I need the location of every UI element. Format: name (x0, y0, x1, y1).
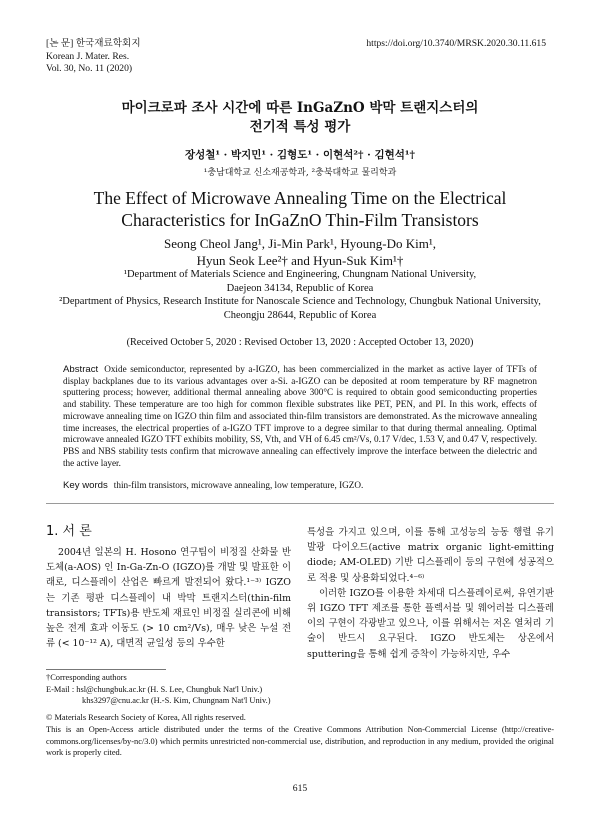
email-line-2 (46, 695, 270, 707)
affiliation-2-line1: ²Department of Physics, Research Institute for Nanoscale Science and Technology, Chungbuk National University, (59, 296, 541, 308)
footnote-divider (46, 669, 166, 670)
received-dates: (Received October 5, 2020 : Revised October 13, 2020 : Accepted October 13, 2020) (126, 337, 474, 348)
copyright-line: © Materials Research Society of Korea, All rights reserved. (46, 713, 246, 722)
affiliation-1-line2: Daejeon 34134, Republic of Korea (226, 282, 374, 294)
license-text: This is an Open-Access article distributed under the terms of the Creative Commons Attribution Non-Commercial License (http://creative-commons.org/licenses/by-nc/3.0) which permits unrestricted non-commercial use, distribution, and reproduction in any medium, provided the original work is properly cited. (46, 724, 554, 758)
english-authors-line2: Hyun Seok Lee²† and Hyun-Suk Kim¹† (196, 253, 404, 268)
abstract-text: Oxide semiconductor, represented by a-IGZO, has been commercialized in the market as active layer of TFTs of display backplanes due to its various advantages over a-Si. a-IGZO can be deposited at room temperature by RF magnetron sputtering process; however, additional thermal annealing above 300°C is required to obtain good semiconducting properties and stability. These temperature are too high for common flexible substrates like PET, PEN, and PI. In this work, effects of microwave annealing time on IGZO thin film and associated thin-film transistors are demonstrated. As the microwave annealing time increases, the electrical properties of a-IGZO TFT improve to a degree similar to that during thermal annealing. Optimal microwave annealed IGZO TFT exhibits mobility, SS, Vth, and VH of 6.45 cm²/Vs, 0.17 V/dec, 1.53 V, and 0.47 V, respectively. PBS and NBS stability tests confirm that microwave annealing can effectively improve the interface between the dielectric and the active layer. (63, 364, 537, 468)
journal-volume: Vol. 30, No. 11 (2020) (46, 63, 133, 74)
corresponding-footnote (46, 672, 270, 707)
affiliation-1-line1: ¹Department of Materials Science and Engineering, Chungnam National University, (123, 269, 477, 280)
korean-title (0, 99, 600, 137)
body-column-left (46, 545, 291, 651)
english-title-line2: Characteristics for InGaZnO Thin-Film Transistors (121, 209, 479, 230)
body-column-right (307, 525, 554, 662)
doi-link[interactable]: https://doi.org/10.3740/MRSK.2020.30.11.615 (366, 38, 546, 49)
email-label: E-Mail : (46, 684, 75, 694)
korean-affiliations: ¹충남대학교 신소재공학과, ²충북대학교 물리학과 (203, 168, 397, 178)
english-authors (0, 235, 600, 269)
copyright-notice (46, 712, 554, 759)
english-authors-line1: Seong Cheol Jang¹, Ji-Min Park¹, Hyoung-Do Kim¹, (163, 236, 437, 251)
journal-name-en: Korean J. Mater. Res. (46, 50, 130, 62)
keywords-label: Key words (63, 480, 108, 491)
journal-header (46, 38, 141, 76)
affiliation-2-line2: Cheongju 28644, Republic of Korea (223, 309, 377, 321)
section-heading-introduction: 1. 서 론 (46, 524, 92, 539)
korean-authors: 장성철¹ · 박지민¹ · 김형도¹ · 이현석²† · 김현석¹† (185, 149, 415, 161)
english-title (0, 188, 600, 231)
korean-title-line1: 마이크로파 조사 시간에 따른 InGaZnO 박막 트랜지스터의 (121, 100, 479, 116)
keywords (63, 480, 363, 491)
keywords-text: thin-film transistors, microwave annealing, low temperature, IGZO. (113, 480, 364, 490)
intro-paragraph-1-continued: 특성을 가지고 있으며, 이를 통해 고성능의 능동 행렬 유기 발광 다이오드(active matrix organic light-emitting diode; AM-OLED) 기반 디스플레이 등의 구현에 성공적으로 적용 및 상용화되었다.⁴⁻⁶⁾ (307, 527, 554, 584)
korean-title-line2: 전기적 특성 평가 (249, 119, 351, 135)
section-divider (46, 503, 554, 504)
email-1[interactable]: hsl@chungbuk.ac.kr (H. S. Lee, Chungbuk Nat'l Univ.) (76, 684, 263, 694)
abstract (63, 364, 537, 469)
intro-paragraph-2: 이러한 IGZO를 이용한 차세대 디스플레이로써, 유연기판 위 IGZO TFT 제조를 통한 플렉서블 및 웨어러블 디스플레이의 구현이 각광받고 있으나, 이를 위해서는 저온 열처리 기술이 반드시 요구된다. IGZO 반도체는 상온에서 sputtering을 통해 쉽게 증착이 가능하지만, 우수 (307, 587, 554, 660)
english-affiliations (40, 268, 560, 322)
email-2[interactable]: khs3297@cnu.ac.kr (H.-S. Kim, Chungnam Nat'l Univ.) (82, 696, 271, 706)
intro-paragraph-1: 2004년 일본의 H. Hosono 연구팀이 비정질 산화물 반도체(a-AOS) 인 In-Ga-Zn-O (IGZO)를 개발 및 발표한 이래로, 디스플레이 산업은 빠르게 발전되어 왔다.¹⁻³⁾ IGZO는 기존 평판 디스플레이 내 박막 트랜지스터(thin-film transistors; TFTs)용 반도체 재료인 비정질 실리콘에 비해 높은 전계 효과 이동도 (> 10 cm²/Vs), 매우 낮은 누설 전류 (< 10⁻¹² A), 대면적 균일성 등의 우수한 (46, 547, 291, 650)
email-line-1 (46, 684, 270, 696)
abstract-label: Abstract (63, 364, 99, 375)
journal-name-ko: [논 문] 한국재료학회지 (46, 38, 141, 49)
corresponding-label: †Corresponding authors (46, 673, 127, 682)
page-number: 615 (292, 783, 308, 794)
english-title-line1: The Effect of Microwave Annealing Time on the Electrical (93, 188, 507, 208)
